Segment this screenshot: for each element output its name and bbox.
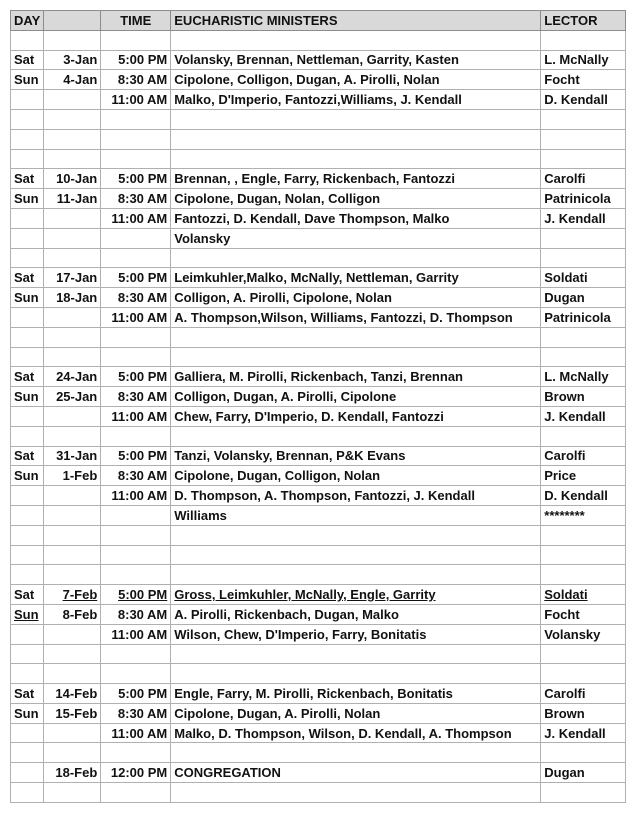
cell-ministers: A. Pirolli, Rickenbach, Dugan, Malko: [171, 604, 541, 624]
cell-lector: Focht: [541, 604, 626, 624]
cell-ministers: CONGREGATION: [171, 763, 541, 783]
cell-day: [11, 406, 44, 426]
cell-time: [101, 347, 171, 367]
cell-day: Sat: [11, 268, 44, 288]
cell-ministers: Chew, Farry, D'Imperio, D. Kendall, Fantozzi: [171, 406, 541, 426]
table-row: [11, 129, 626, 149]
cell-date: [44, 129, 101, 149]
cell-day: Sun: [11, 466, 44, 486]
cell-ministers: [171, 426, 541, 446]
cell-date: [44, 149, 101, 169]
table-row: [11, 604, 626, 624]
table-row: [11, 783, 626, 803]
cell-day: Sat: [11, 50, 44, 70]
cell-ministers: Leimkuhler,Malko, McNally, Nettleman, Garrity: [171, 268, 541, 288]
cell-time: 5:00 PM: [101, 367, 171, 387]
cell-date: 25-Jan: [44, 387, 101, 407]
table-row: [11, 228, 626, 248]
cell-lector: J. Kendall: [541, 406, 626, 426]
cell-day: Sat: [11, 684, 44, 704]
cell-date: [44, 624, 101, 644]
table-row: [11, 723, 626, 743]
cell-time: [101, 129, 171, 149]
cell-day: [11, 664, 44, 684]
cell-date: [44, 327, 101, 347]
cell-lector: [541, 565, 626, 585]
cell-date: [44, 347, 101, 367]
table-row: [11, 90, 626, 110]
table-row: [11, 268, 626, 288]
cell-ministers: Galliera, M. Pirolli, Rickenbach, Tanzi, Brennan: [171, 367, 541, 387]
table-row: [11, 406, 626, 426]
table-row: [11, 486, 626, 506]
cell-ministers: [171, 129, 541, 149]
header-date: [44, 11, 101, 31]
cell-time: 5:00 PM: [101, 585, 171, 605]
cell-time: 11:00 AM: [101, 406, 171, 426]
table-row: [11, 664, 626, 684]
table-row: [11, 426, 626, 446]
cell-day: Sat: [11, 446, 44, 466]
table-row: [11, 169, 626, 189]
table-row: [11, 387, 626, 407]
cell-date: [44, 545, 101, 565]
cell-date: [44, 486, 101, 506]
cell-day: [11, 129, 44, 149]
cell-ministers: Wilson, Chew, D'Imperio, Farry, Bonitatis: [171, 624, 541, 644]
cell-day: [11, 426, 44, 446]
cell-time: [101, 327, 171, 347]
cell-lector: J. Kendall: [541, 723, 626, 743]
cell-ministers: [171, 644, 541, 664]
header-day: DAY: [11, 11, 44, 31]
cell-lector: ********: [541, 505, 626, 525]
cell-ministers: [171, 525, 541, 545]
cell-date: 10-Jan: [44, 169, 101, 189]
table-row: [11, 347, 626, 367]
cell-time: 8:30 AM: [101, 70, 171, 90]
cell-date: [44, 109, 101, 129]
cell-ministers: Williams: [171, 505, 541, 525]
cell-lector: [541, 129, 626, 149]
cell-day: Sun: [11, 604, 44, 624]
cell-lector: Soldati: [541, 268, 626, 288]
cell-date: 24-Jan: [44, 367, 101, 387]
table-row: [11, 149, 626, 169]
cell-date: [44, 426, 101, 446]
cell-day: [11, 505, 44, 525]
cell-ministers: Gross, Leimkuhler, McNally, Engle, Garrity: [171, 585, 541, 605]
header-time: TIME: [101, 11, 171, 31]
cell-ministers: [171, 347, 541, 367]
cell-time: [101, 426, 171, 446]
cell-time: [101, 644, 171, 664]
cell-lector: Carolfi: [541, 446, 626, 466]
cell-day: [11, 525, 44, 545]
table-row: [11, 703, 626, 723]
cell-date: [44, 743, 101, 763]
table-row: [11, 208, 626, 228]
cell-time: 5:00 PM: [101, 268, 171, 288]
cell-time: 5:00 PM: [101, 50, 171, 70]
cell-lector: [541, 347, 626, 367]
cell-ministers: [171, 545, 541, 565]
cell-date: [44, 723, 101, 743]
cell-time: [101, 505, 171, 525]
cell-lector: Dugan: [541, 763, 626, 783]
table-row: [11, 50, 626, 70]
cell-ministers: [171, 664, 541, 684]
cell-day: [11, 486, 44, 506]
cell-day: [11, 109, 44, 129]
cell-ministers: [171, 565, 541, 585]
table-row: [11, 525, 626, 545]
cell-lector: [541, 30, 626, 50]
cell-lector: [541, 525, 626, 545]
cell-ministers: Colligon, Dugan, A. Pirolli, Cipolone: [171, 387, 541, 407]
cell-ministers: Cipolone, Dugan, Nolan, Colligon: [171, 189, 541, 209]
cell-time: 5:00 PM: [101, 446, 171, 466]
cell-date: [44, 525, 101, 545]
cell-lector: L. McNally: [541, 367, 626, 387]
cell-day: [11, 723, 44, 743]
cell-date: [44, 90, 101, 110]
cell-time: [101, 248, 171, 268]
cell-day: [11, 149, 44, 169]
cell-ministers: Volansky, Brennan, Nettleman, Garrity, Kasten: [171, 50, 541, 70]
cell-date: [44, 208, 101, 228]
cell-time: 8:30 AM: [101, 288, 171, 308]
cell-ministers: [171, 327, 541, 347]
cell-date: 17-Jan: [44, 268, 101, 288]
cell-lector: [541, 664, 626, 684]
cell-lector: [541, 545, 626, 565]
cell-date: 8-Feb: [44, 604, 101, 624]
cell-time: 11:00 AM: [101, 723, 171, 743]
cell-lector: [541, 149, 626, 169]
table-row: [11, 307, 626, 327]
table-row: [11, 644, 626, 664]
cell-time: [101, 545, 171, 565]
cell-lector: [541, 743, 626, 763]
cell-date: [44, 248, 101, 268]
cell-time: 11:00 AM: [101, 90, 171, 110]
cell-day: Sat: [11, 585, 44, 605]
cell-time: [101, 228, 171, 248]
cell-date: 14-Feb: [44, 684, 101, 704]
cell-date: 4-Jan: [44, 70, 101, 90]
table-row: [11, 288, 626, 308]
cell-lector: Price: [541, 466, 626, 486]
cell-day: [11, 644, 44, 664]
cell-time: 11:00 AM: [101, 486, 171, 506]
cell-day: [11, 208, 44, 228]
cell-lector: D. Kendall: [541, 486, 626, 506]
cell-time: [101, 743, 171, 763]
cell-date: 18-Jan: [44, 288, 101, 308]
cell-date: 11-Jan: [44, 189, 101, 209]
cell-date: 3-Jan: [44, 50, 101, 70]
table-row: [11, 30, 626, 50]
cell-lector: D. Kendall: [541, 90, 626, 110]
cell-time: 8:30 AM: [101, 466, 171, 486]
cell-lector: Soldati: [541, 585, 626, 605]
cell-date: [44, 228, 101, 248]
cell-day: [11, 90, 44, 110]
cell-ministers: Fantozzi, D. Kendall, Dave Thompson, Malko: [171, 208, 541, 228]
table-row: [11, 545, 626, 565]
cell-ministers: [171, 109, 541, 129]
schedule-body: [11, 30, 626, 802]
cell-day: [11, 307, 44, 327]
cell-day: [11, 743, 44, 763]
cell-ministers: [171, 30, 541, 50]
cell-lector: Volansky: [541, 624, 626, 644]
cell-ministers: Cipolone, Colligon, Dugan, A. Pirolli, Nolan: [171, 70, 541, 90]
cell-lector: [541, 783, 626, 803]
cell-ministers: Cipolone, Dugan, Colligon, Nolan: [171, 466, 541, 486]
cell-day: Sun: [11, 70, 44, 90]
cell-lector: J. Kendall: [541, 208, 626, 228]
cell-ministers: [171, 248, 541, 268]
table-row: [11, 505, 626, 525]
cell-lector: Patrinicola: [541, 189, 626, 209]
cell-lector: Brown: [541, 387, 626, 407]
cell-lector: L. McNally: [541, 50, 626, 70]
header-lector: LECTOR: [541, 11, 626, 31]
cell-ministers: [171, 783, 541, 803]
table-row: [11, 565, 626, 585]
table-row: [11, 70, 626, 90]
table-row: [11, 466, 626, 486]
cell-day: [11, 248, 44, 268]
cell-time: [101, 109, 171, 129]
cell-time: [101, 30, 171, 50]
table-row: [11, 248, 626, 268]
cell-ministers: Malko, D'Imperio, Fantozzi,Williams, J. Kendall: [171, 90, 541, 110]
cell-day: Sat: [11, 169, 44, 189]
cell-lector: Patrinicola: [541, 307, 626, 327]
cell-day: [11, 30, 44, 50]
cell-time: 12:00 PM: [101, 763, 171, 783]
cell-lector: Carolfi: [541, 169, 626, 189]
table-row: [11, 624, 626, 644]
cell-time: 5:00 PM: [101, 684, 171, 704]
cell-day: Sun: [11, 189, 44, 209]
cell-day: [11, 624, 44, 644]
table-row: [11, 763, 626, 783]
cell-day: [11, 347, 44, 367]
table-row: [11, 327, 626, 347]
table-row: [11, 743, 626, 763]
table-row: [11, 189, 626, 209]
cell-day: Sun: [11, 387, 44, 407]
cell-time: [101, 664, 171, 684]
cell-ministers: [171, 149, 541, 169]
cell-lector: Dugan: [541, 288, 626, 308]
cell-date: 1-Feb: [44, 466, 101, 486]
cell-day: [11, 783, 44, 803]
cell-time: [101, 565, 171, 585]
cell-day: Sun: [11, 703, 44, 723]
cell-date: 15-Feb: [44, 703, 101, 723]
cell-day: [11, 228, 44, 248]
cell-lector: Focht: [541, 70, 626, 90]
cell-lector: [541, 327, 626, 347]
cell-date: [44, 783, 101, 803]
cell-day: [11, 327, 44, 347]
cell-time: 11:00 AM: [101, 307, 171, 327]
cell-ministers: A. Thompson,Wilson, Williams, Fantozzi, D. Thompson: [171, 307, 541, 327]
cell-lector: [541, 248, 626, 268]
cell-ministers: D. Thompson, A. Thompson, Fantozzi, J. Kendall: [171, 486, 541, 506]
cell-day: [11, 565, 44, 585]
header-ministers: EUCHARISTIC MINISTERS: [171, 11, 541, 31]
cell-time: [101, 525, 171, 545]
cell-day: Sat: [11, 367, 44, 387]
cell-lector: [541, 426, 626, 446]
cell-lector: Carolfi: [541, 684, 626, 704]
cell-date: [44, 30, 101, 50]
cell-date: [44, 664, 101, 684]
cell-day: [11, 763, 44, 783]
cell-time: 8:30 AM: [101, 189, 171, 209]
cell-time: 5:00 PM: [101, 169, 171, 189]
cell-time: 8:30 AM: [101, 387, 171, 407]
cell-date: 31-Jan: [44, 446, 101, 466]
cell-ministers: Volansky: [171, 228, 541, 248]
cell-ministers: Brennan, , Engle, Farry, Rickenbach, Fantozzi: [171, 169, 541, 189]
cell-date: [44, 565, 101, 585]
cell-ministers: Engle, Farry, M. Pirolli, Rickenbach, Bonitatis: [171, 684, 541, 704]
cell-time: [101, 783, 171, 803]
cell-time: 11:00 AM: [101, 208, 171, 228]
cell-time: 8:30 AM: [101, 703, 171, 723]
cell-date: [44, 406, 101, 426]
schedule-table: [10, 10, 626, 803]
cell-date: [44, 307, 101, 327]
cell-date: [44, 644, 101, 664]
cell-date: 7-Feb: [44, 585, 101, 605]
cell-ministers: Malko, D. Thompson, Wilson, D. Kendall, A. Thompson: [171, 723, 541, 743]
cell-date: [44, 505, 101, 525]
table-row: [11, 109, 626, 129]
cell-day: Sun: [11, 288, 44, 308]
cell-ministers: [171, 743, 541, 763]
table-row: [11, 367, 626, 387]
cell-lector: [541, 228, 626, 248]
cell-time: 8:30 AM: [101, 604, 171, 624]
cell-lector: [541, 109, 626, 129]
cell-time: [101, 149, 171, 169]
table-row: [11, 585, 626, 605]
cell-day: [11, 545, 44, 565]
cell-ministers: Cipolone, Dugan, A. Pirolli, Nolan: [171, 703, 541, 723]
cell-lector: Brown: [541, 703, 626, 723]
table-row: [11, 446, 626, 466]
cell-lector: [541, 644, 626, 664]
cell-time: 11:00 AM: [101, 624, 171, 644]
table-row: [11, 684, 626, 704]
cell-date: 18-Feb: [44, 763, 101, 783]
cell-ministers: Tanzi, Volansky, Brennan, P&K Evans: [171, 446, 541, 466]
cell-ministers: Colligon, A. Pirolli, Cipolone, Nolan: [171, 288, 541, 308]
header-row: [11, 11, 626, 31]
